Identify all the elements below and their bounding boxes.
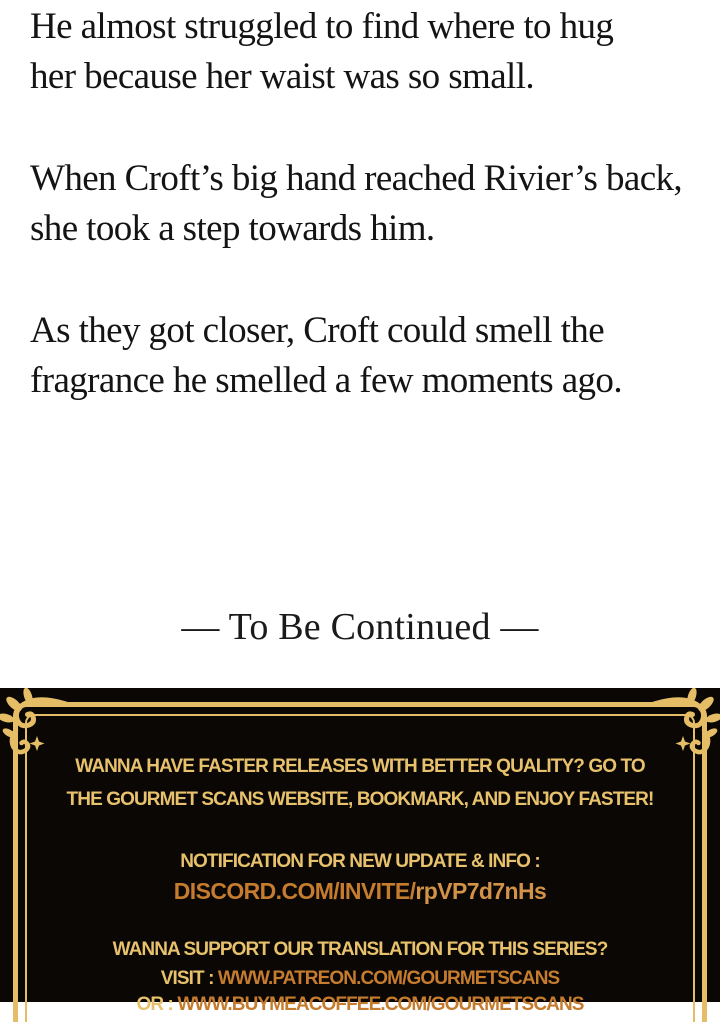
story-line: When Croft’s big hand reached Rivier’s back, [30,158,683,199]
promo-text-line2: THE GOURMET SCANS WEBSITE, BOOKMARK, AND ENJOY FASTER! [66,789,654,810]
patreon-link-line [0,968,720,990]
buymeacoffee-link-line [0,994,720,1016]
story-line: fragrance he smelled a few moments ago. [30,360,622,401]
discord-invite-link [0,878,720,905]
discord-url-prefix: DISCORD.COM/INVITE/ [173,878,416,904]
story-line: He almost struggled to find where to hug [30,6,614,47]
support-text-line: WANNA SUPPORT OUR TRANSLATION FOR THIS SERIES? [112,939,608,960]
story-line: As they got closer, Croft could smell the [30,310,605,351]
promo-text-line1: WANNA HAVE FASTER RELEASES WITH BETTER QUALITY? GO TO [75,756,645,777]
discord-invite-code: rpVP7d7nHs [415,878,547,904]
buymeacoffee-url: WWW.BUYMEACOFFEE.COM/GOURMETSCANS [177,994,584,1015]
or-label: OR : [136,994,178,1015]
story-paragraph-2 [30,154,682,254]
story-paragraph-1 [30,2,613,102]
story-paragraph-3 [30,306,622,406]
credits-panel [0,688,720,1015]
visit-label: VISIT : [160,968,218,989]
patreon-url: WWW.PATREON.COM/GOURMETSCANS [217,968,560,989]
story-line: she took a step towards him. [30,208,435,249]
to-be-continued-label: — To Be Continued — [181,606,539,648]
story-line: her because her waist was so small. [30,56,535,97]
notification-label: NOTIFICATION FOR NEW UPDATE & INFO : [180,851,540,872]
